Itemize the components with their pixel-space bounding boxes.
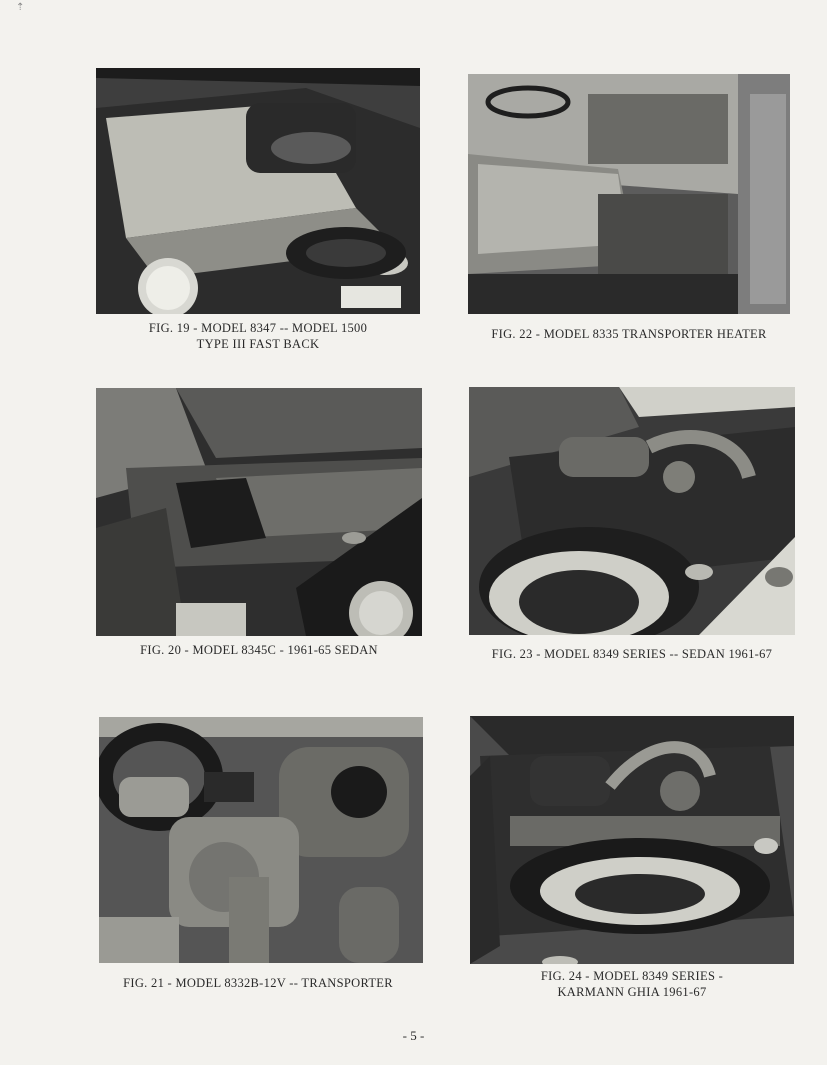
figure-20-caption-line1: FIG. 20 - MODEL 8345C - 1961-65 SEDAN [140,643,378,657]
figure-19-caption-line1: FIG. 19 - MODEL 8347 -- MODEL 1500 [148,321,368,335]
figure-24-photo [470,716,794,964]
figure-20-photo [96,388,422,636]
figure-20-caption [96,642,422,658]
figure-23-caption [469,646,795,662]
figure-22-photo [468,74,790,314]
figure-21-caption-line1: FIG. 21 - MODEL 8332B-12V -- TRANSPORTER [123,976,393,990]
figure-23-photo [469,387,795,635]
figure-19-photo [96,68,420,314]
figure-23-caption-line1: FIG. 23 - MODEL 8349 SERIES -- SEDAN 1961-67 [491,647,773,661]
figure-19-caption [96,320,420,352]
page-number: - 5 - [402,1028,425,1043]
scan-artifact: ⇡ [16,2,25,13]
figure-22-caption [468,326,790,342]
figure-24-caption-line1: FIG. 24 - MODEL 8349 SERIES - [540,969,724,983]
figure-21-photo [99,717,423,963]
figure-21-caption [96,975,420,991]
figure-24-caption [470,968,794,1000]
figure-22-caption-line1: FIG. 22 - MODEL 8335 TRANSPORTER HEATER [491,327,767,341]
figure-24-caption-line2: KARMANN GHIA 1961-67 [557,985,707,999]
figure-19-caption-line2: TYPE III FAST BACK [196,337,320,351]
